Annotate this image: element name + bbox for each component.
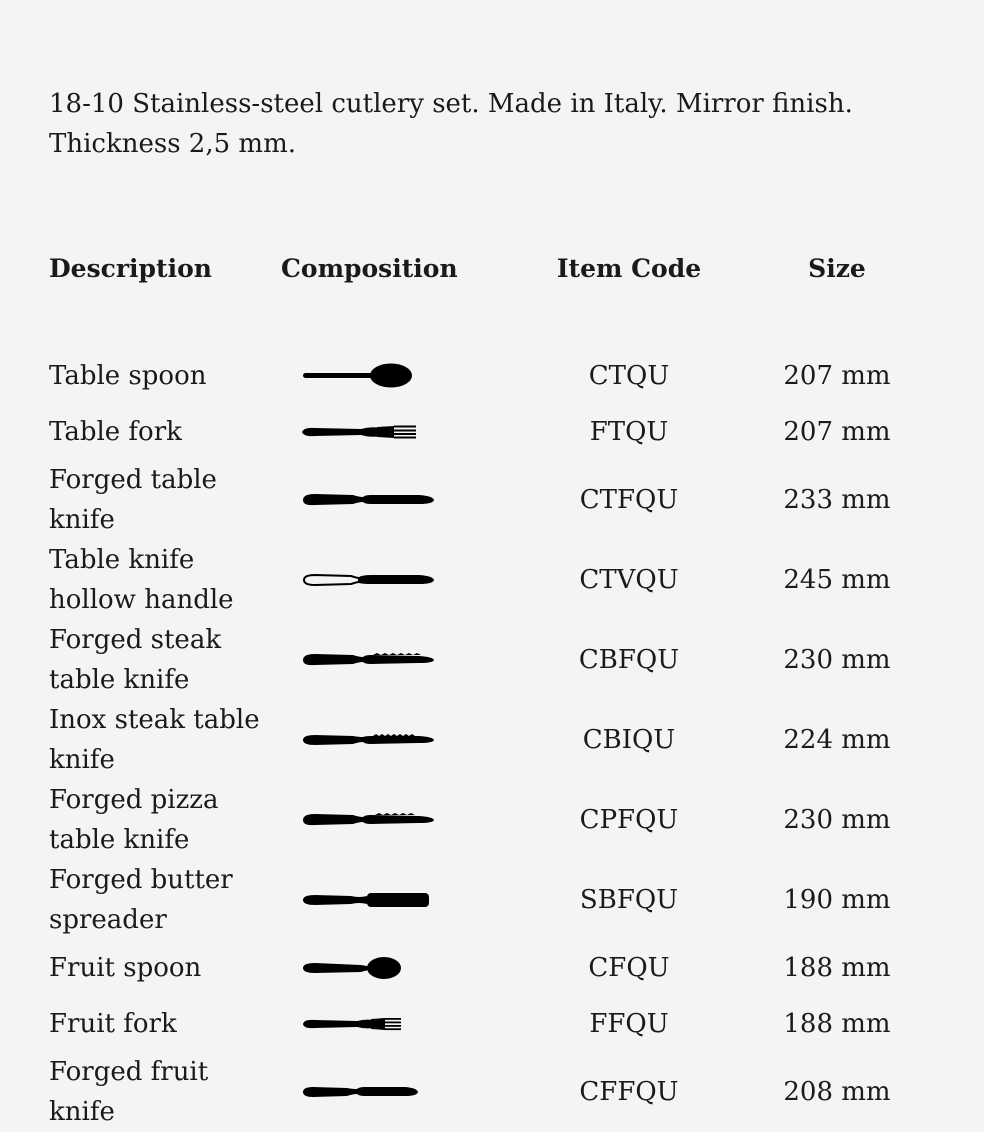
table-row (49, 700, 947, 780)
row-description: Forged pizza table knife (49, 785, 219, 855)
table-row (49, 460, 947, 540)
row-size: 208 mm (783, 1077, 891, 1107)
steak-knife-icon (301, 644, 436, 676)
row-size: 230 mm (783, 805, 891, 835)
row-item-code: SBFQU (579, 885, 679, 915)
row-item-code: FTQU (589, 417, 669, 447)
row-description: Table spoon (49, 361, 207, 391)
butter-spreader-icon (301, 884, 436, 916)
row-description: Fruit fork (49, 1009, 177, 1039)
row-item-code: FFQU (589, 1009, 669, 1039)
row-size: 224 mm (783, 725, 891, 755)
row-description: Forged butter spreader (49, 865, 233, 935)
table-row (49, 1052, 947, 1132)
row-description: Inox steak table knife (49, 705, 260, 775)
row-description: Forged fruit knife (49, 1057, 209, 1127)
row-item-code: CBFQU (578, 645, 680, 675)
row-size: 207 mm (783, 417, 891, 447)
knife-icon (301, 484, 436, 516)
fork-icon (301, 416, 421, 448)
table-row (49, 860, 947, 940)
row-description: Table knife hollow handle (49, 545, 234, 615)
table-row (49, 940, 947, 996)
header-composition: Composition (281, 253, 458, 283)
row-size: 188 mm (783, 953, 891, 983)
header-description: Description (49, 253, 212, 283)
knife-icon (301, 1076, 421, 1108)
pizza-knife-icon (301, 804, 436, 836)
table-header-row (49, 244, 947, 292)
row-size: 233 mm (783, 485, 891, 515)
hollow-handle-knife-icon (301, 564, 436, 596)
row-size: 190 mm (783, 885, 891, 915)
table-row (49, 348, 947, 404)
row-item-code: CTFQU (579, 485, 679, 515)
row-description: Forged steak table knife (49, 625, 222, 695)
table-row (49, 996, 947, 1052)
row-item-code: CFFQU (579, 1077, 679, 1107)
header-size: Size (808, 253, 866, 283)
row-item-code: CTQU (588, 361, 670, 391)
table-row (49, 780, 947, 860)
row-description: Table fork (49, 417, 182, 447)
row-size: 230 mm (783, 645, 891, 675)
header-spacer (49, 292, 947, 348)
row-size: 188 mm (783, 1009, 891, 1039)
spoon-icon (301, 952, 421, 984)
cutlery-spec-table (49, 244, 947, 1132)
row-item-code: CBIQU (582, 725, 676, 755)
spoon-icon (301, 360, 421, 392)
row-item-code: CTVQU (579, 565, 679, 595)
fork-icon (301, 1008, 421, 1040)
header-item-code: Item Code (556, 253, 702, 283)
product-description: 18-10 Stainless-steel cutlery set. Made in Italy. Mirror finish. Thickness 2,5 mm. (49, 89, 853, 159)
row-size: 245 mm (783, 565, 891, 595)
table-row (49, 620, 947, 700)
row-size: 207 mm (783, 361, 891, 391)
table-row (49, 404, 947, 460)
table-row (49, 540, 947, 620)
row-item-code: CPFQU (579, 805, 679, 835)
row-item-code: CFQU (588, 953, 670, 983)
row-description: Forged table knife (49, 465, 217, 535)
steak-knife-icon (301, 724, 436, 756)
row-description: Fruit spoon (49, 953, 202, 983)
